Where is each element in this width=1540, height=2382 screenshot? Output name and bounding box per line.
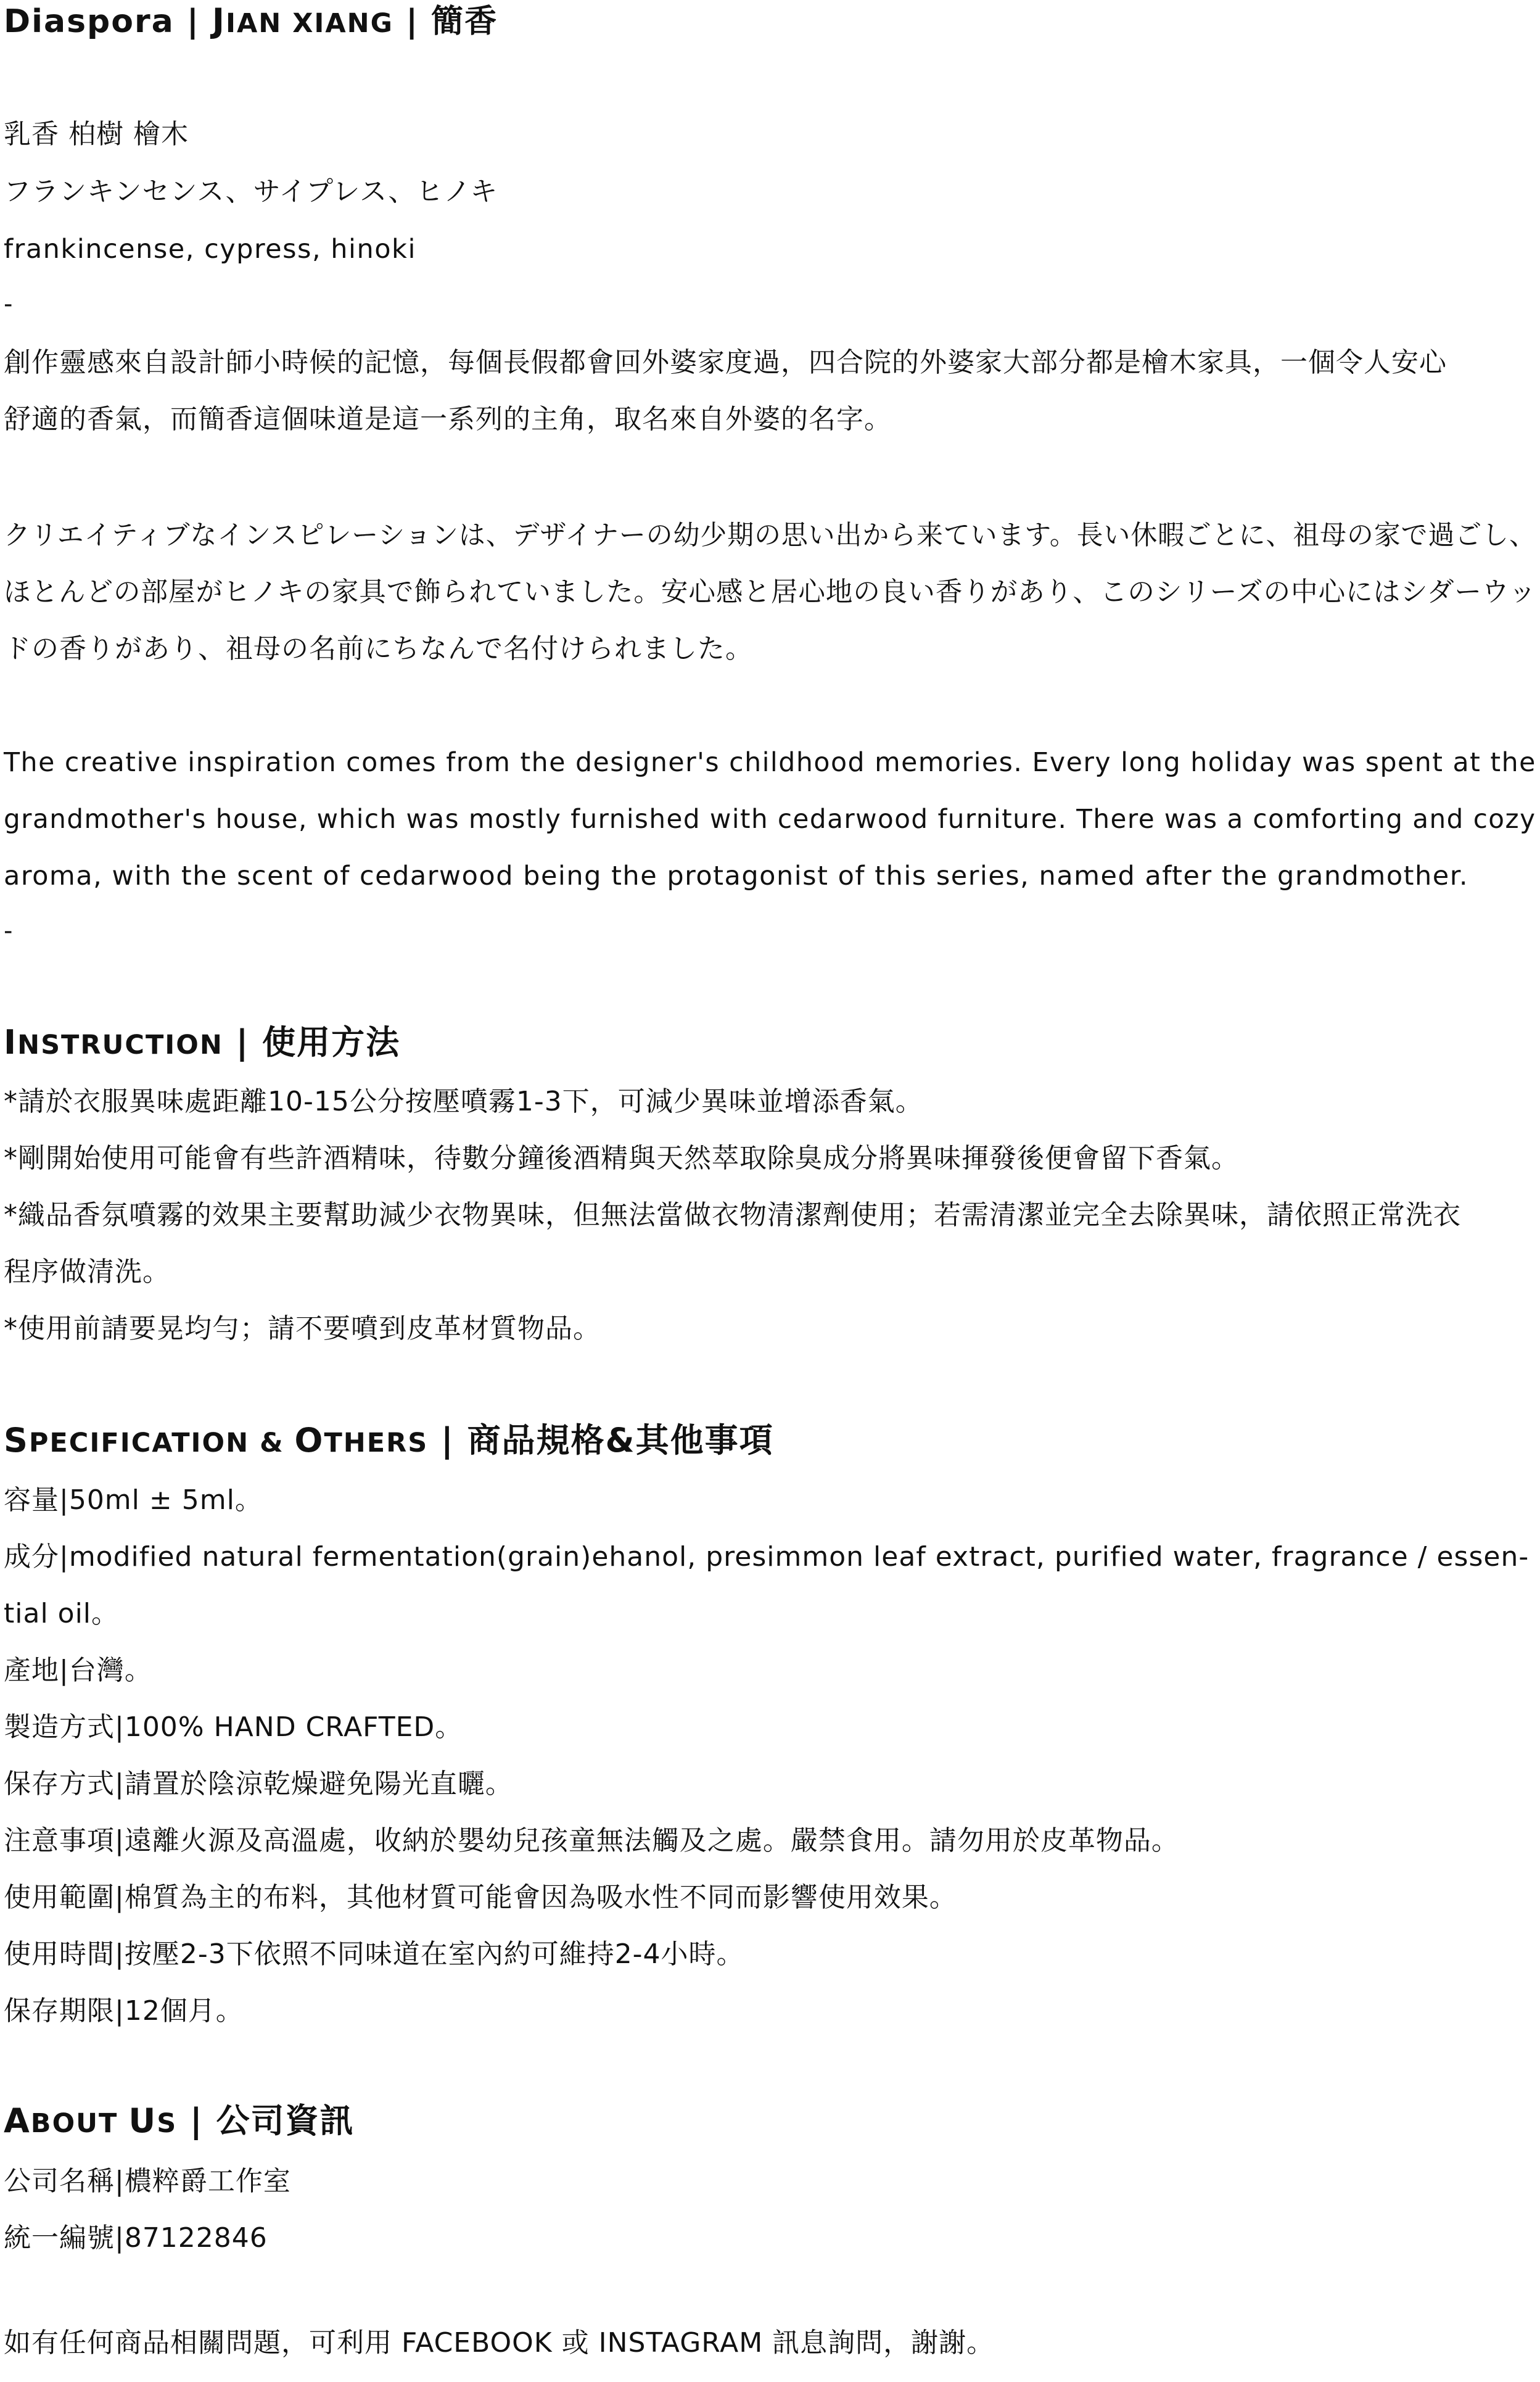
spec-line-manufacture: 製造方式|100% HAND CRAFTED。: [4, 1711, 463, 1743]
heading-separator: |: [428, 1421, 467, 1460]
story-ja-line: ドの香りがあり、祖母の名前にちなんで名付けられました。: [4, 633, 753, 664]
spec-line-origin: 產地|台灣。: [4, 1655, 152, 1686]
divider: -: [4, 917, 14, 945]
heading-ampersand: &: [249, 1428, 295, 1458]
story-ja-line: ほとんどの部屋がヒノキの家具で飾られていました。安心感と居心地の良い香りがあり、このシリーズの中心にはシダーウッ: [4, 576, 1537, 608]
story-en-line: aroma, with the scent of cedarwood being the protagonist of this series, named after the grandmother.: [4, 861, 1469, 891]
spec-line-caution: 注意事項|遠離火源及高溫處，收納於嬰幼兒孩童無法觸及之處。嚴禁食用。請勿用於皮革物品。: [4, 1825, 1179, 1856]
about-heading: [4, 2101, 355, 2143]
heading-initial: U: [128, 2101, 157, 2140]
instruction-heading: [4, 1023, 400, 1065]
specification-heading: [4, 1421, 774, 1463]
contact-note: 如有任何商品相關問題，可利用 FACEBOOK 或 INSTAGRAM 訊息詢問，謝謝。: [4, 2327, 995, 2359]
heading-separator: |: [223, 1023, 263, 1062]
instruction-line: *請於衣服異味處距離10-15公分按壓噴霧1-3下，可減少異味並增添香氣。: [4, 1086, 923, 1117]
heading-cn: 公司資訊: [216, 2101, 355, 2140]
notes-chinese: 乳香 柏樹 檜木: [4, 118, 189, 150]
story-en-line: The creative inspiration comes from the designer's childhood memories. Every long holiday was spent at the: [4, 747, 1536, 778]
product-name-rest: IAN XIANG: [226, 8, 393, 39]
heading-separator: |: [177, 2101, 216, 2140]
heading-rest: THERS: [324, 1428, 429, 1458]
heading-cn: 使用方法: [262, 1023, 401, 1062]
divider: -: [4, 290, 14, 318]
product-title: [4, 1, 498, 43]
story-zh-line: 創作靈感來自設計師小時候的記憶，每個長假都會回外婆家度過，四合院的外婆家大部分都是檜木家具，一個令人安心: [4, 347, 1447, 378]
heading-rest: S: [157, 2108, 178, 2139]
heading-initial: I: [4, 1023, 18, 1062]
instruction-line: *剛開始使用可能會有些許酒精味，待數分鐘後酒精與天然萃取除臭成分將異味揮發後便會留下香氣。: [4, 1143, 1239, 1174]
heading-initial: A: [4, 2101, 31, 2140]
company-name: 公司名稱|檂粹爵工作室: [4, 2165, 291, 2197]
instruction-line: 程序做清洗。: [4, 1256, 170, 1288]
notes-japanese: フランキンセンス、サイプレス、ヒノキ: [4, 176, 498, 207]
instruction-line: *使用前請要晃均勻；請不要噴到皮革材質物品。: [4, 1313, 601, 1344]
product-name-initial: J: [212, 1, 226, 40]
spec-line-volume: 容量|50ml ± 5ml。: [4, 1484, 263, 1516]
heading-rest: BOUT: [30, 2108, 118, 2139]
product-name-cn: 簡香: [431, 3, 498, 40]
instruction-line: *織品香氛噴霧的效果主要幫助減少衣物異味，但無法當做衣物清潔劑使用；若需清潔並完全去除異味，請依照正常洗衣: [4, 1199, 1461, 1231]
heading-rest: NSTRUCTION: [17, 1030, 223, 1061]
brand-name: Diaspora: [4, 3, 175, 40]
heading-rest: PECIFICATION: [28, 1428, 250, 1458]
title-separator: |: [174, 3, 212, 40]
spec-line-ingredients-cont: tial oil。: [4, 1598, 120, 1629]
story-zh-line: 舒適的香氣，而簡香這個味道是這一系列的主角，取名來自外婆的名字。: [4, 403, 892, 435]
notes-english: frankincense, cypress, hinoki: [4, 234, 416, 265]
heading-initial: O: [294, 1421, 324, 1460]
story-en-line: grandmother's house, which was mostly furnished with cedarwood furniture. There was a comforting and cozy: [4, 804, 1536, 835]
spec-line-storage: 保存方式|請置於陰涼乾燥避免陽光直曬。: [4, 1768, 513, 1800]
heading-cn: 商品規格&其他事項: [467, 1421, 774, 1460]
spec-line-ingredients: 成分|modified natural fermentation(grain)ehanol, presimmon leaf extract, purified water, fragrance / essen-: [4, 1541, 1530, 1573]
spec-line-usage-time: 使用時間|按壓2-3下依照不同味道在室內約可維持2-4小時。: [4, 1938, 744, 1970]
heading-initial: S: [4, 1421, 29, 1460]
spec-line-shelf-life: 保存期限|12個月。: [4, 1995, 244, 2027]
spec-line-usage-scope: 使用範圍|棉質為主的布料，其他材質可能會因為吸水性不同而影響使用效果。: [4, 1882, 957, 1913]
story-ja-line: クリエイティブなインスピレーションは、デザイナーの幼少期の思い出から来ています。長い休暇ごとに、祖母の家で過ごし、: [4, 519, 1536, 551]
company-tax-id: 統一編號|87122846: [4, 2222, 268, 2254]
title-separator: |: [393, 3, 432, 40]
